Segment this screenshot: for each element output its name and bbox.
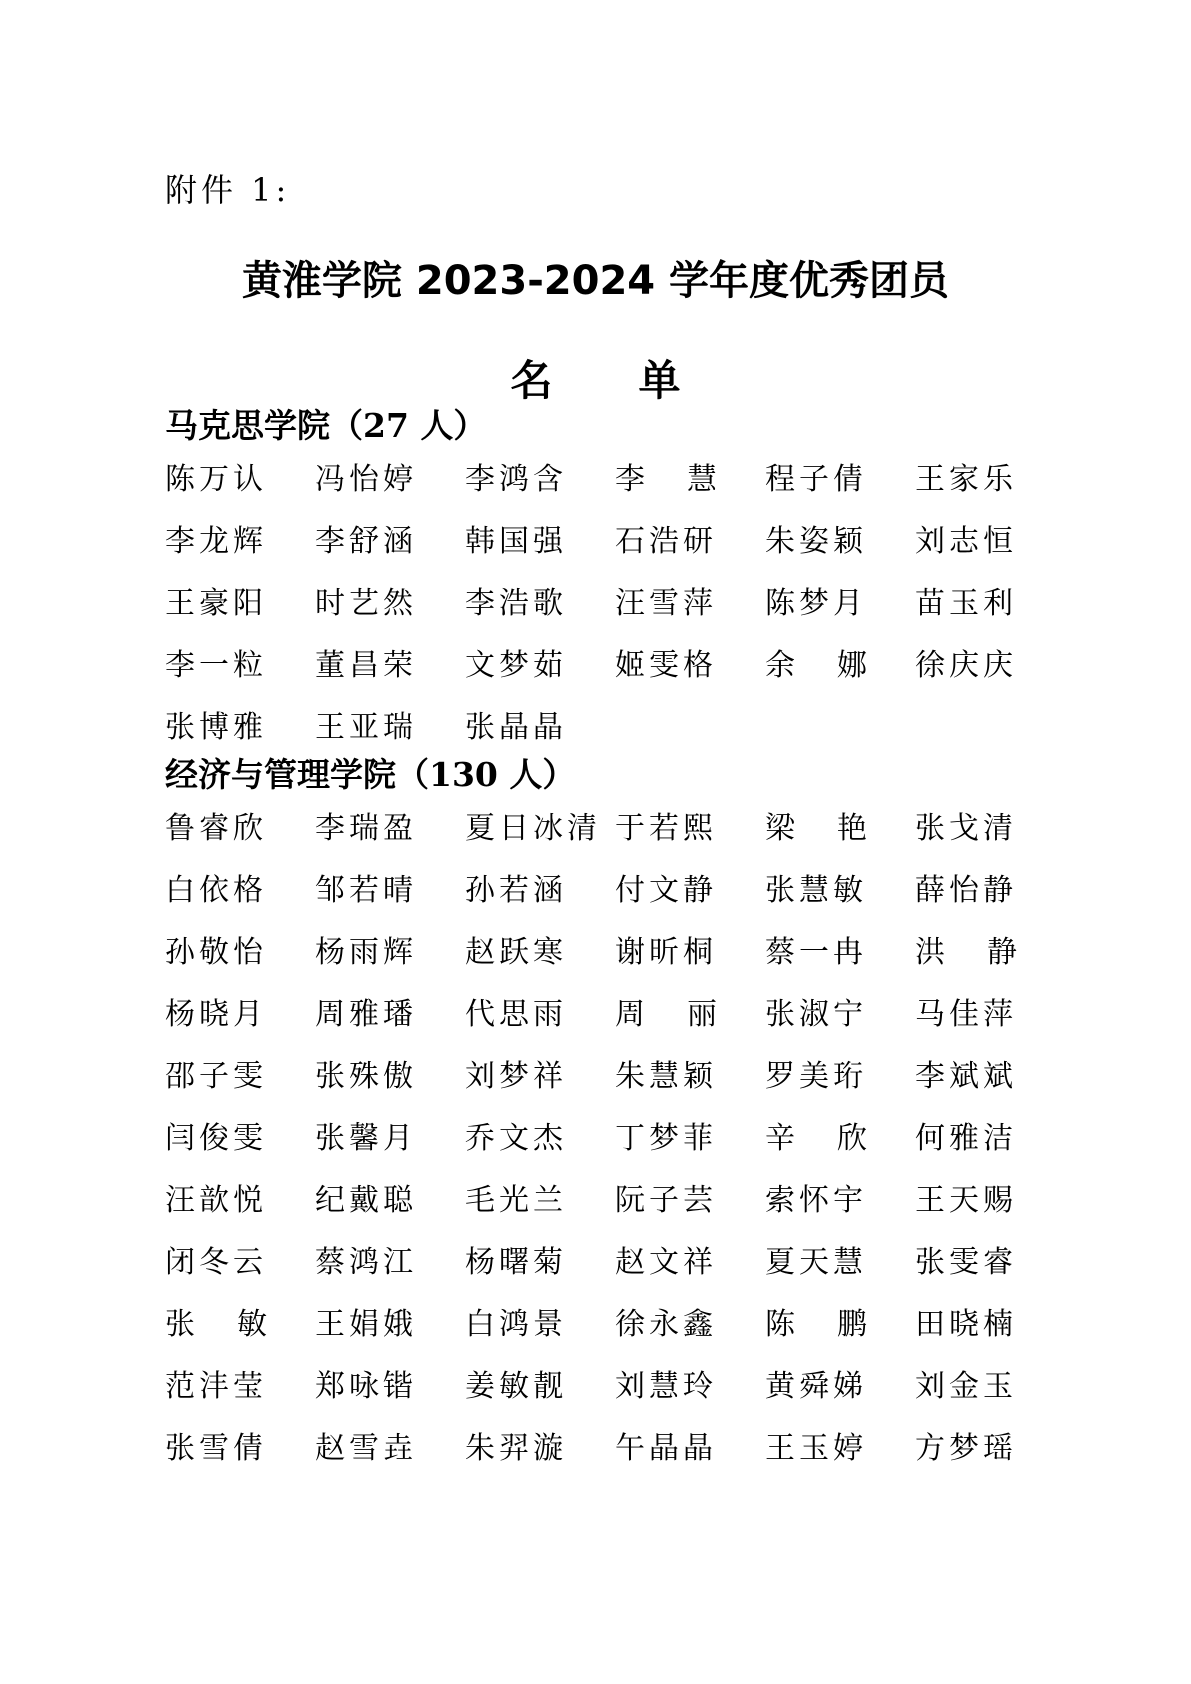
member-name: 文梦茹 [465,648,567,683]
section-heading: 马克思学院（27 人） [165,406,487,445]
member-name: 周丽 [615,997,759,1032]
member-name: 夏天慧 [765,1245,867,1280]
member-name: 邵子雯 [165,1059,267,1094]
attachment-label: 附件 1: [165,171,291,209]
member-name: 何雅洁 [915,1121,1017,1156]
member-name: 田晓楠 [915,1307,1017,1342]
document-title: 黄淮学院 2023-2024 学年度优秀团员 [241,258,950,304]
member-name: 郑咏锴 [315,1369,417,1404]
member-name: 罗美珩 [765,1059,867,1094]
member-name: 徐永鑫 [615,1307,717,1342]
member-name: 程子倩 [765,462,867,497]
member-name: 杨雨辉 [315,935,417,970]
member-name: 毛光兰 [465,1183,567,1218]
member-name: 付文静 [615,873,717,908]
member-name: 代思雨 [465,997,567,1032]
member-name: 乔文杰 [465,1121,567,1156]
member-name: 王家乐 [915,462,1017,497]
member-name: 刘志恒 [915,524,1017,559]
member-name: 谢昕桐 [615,935,717,970]
member-name: 辛欣 [765,1121,909,1156]
member-name: 张淑宁 [765,997,867,1032]
member-name: 白依格 [165,873,267,908]
member-name: 姜敏靓 [465,1369,567,1404]
member-name: 鲁睿欣 [165,811,267,846]
member-name: 杨曙菊 [465,1245,567,1280]
member-name: 张雪倩 [165,1431,267,1466]
member-name: 范沣莹 [165,1369,267,1404]
member-name: 李慧 [615,462,759,497]
member-name: 冯怡婷 [315,462,417,497]
member-name: 丁梦菲 [615,1121,717,1156]
member-name: 李鸿含 [465,462,567,497]
member-name: 董昌荣 [315,648,417,683]
section-economics-management-college [165,752,1065,1480]
name-list [165,798,1065,1480]
member-name: 索怀宇 [765,1183,867,1218]
member-name: 李舒涵 [315,524,417,559]
member-name: 杨晓月 [165,997,267,1032]
member-name: 李一粒 [165,648,267,683]
member-name: 邹若晴 [315,873,417,908]
member-name: 王豪阳 [165,586,267,621]
member-name: 于若熙 [615,811,717,846]
member-name: 赵跃寒 [465,935,567,970]
section-marxism-college [165,403,1065,759]
member-name: 赵雪垚 [315,1431,417,1466]
member-name: 孙敬怡 [165,935,267,970]
member-name: 陈鹏 [765,1307,909,1342]
member-name: 徐庆庆 [915,648,1017,683]
member-name: 孙若涵 [465,873,567,908]
member-name: 汪雪萍 [615,586,717,621]
name-list [165,449,1065,759]
member-name: 刘梦祥 [465,1059,567,1094]
member-name: 黄舜娣 [765,1369,867,1404]
member-name: 张雯睿 [915,1245,1017,1280]
member-name: 张馨月 [315,1121,417,1156]
section-heading: 经济与管理学院（130 人） [165,755,576,794]
member-name: 陈万认 [165,462,267,497]
member-name: 夏日冰清 [465,811,601,846]
member-name: 午晶晶 [615,1431,717,1466]
member-name: 蔡鸿江 [315,1245,417,1280]
member-name: 王玉婷 [765,1431,867,1466]
member-name: 马佳萍 [915,997,1017,1032]
member-name: 韩国强 [465,524,567,559]
member-name: 姬雯格 [615,648,717,683]
member-name: 张晶晶 [465,710,567,745]
member-name: 李斌斌 [915,1059,1017,1094]
member-name: 张慧敏 [765,873,867,908]
document-subtitle: 名单 [510,356,767,405]
member-name: 朱慧颖 [615,1059,717,1094]
member-name: 梁艳 [765,811,909,846]
member-name: 王娟娥 [315,1307,417,1342]
member-name: 张敏 [165,1307,309,1342]
member-name: 刘慧玲 [615,1369,717,1404]
member-name: 蔡一冉 [765,935,867,970]
member-name: 苗玉利 [915,586,1017,621]
member-name: 李龙辉 [165,524,267,559]
member-name: 李瑞盈 [315,811,417,846]
member-name: 王天赐 [915,1183,1017,1218]
member-name: 刘金玉 [915,1369,1017,1404]
member-name: 白鸿景 [465,1307,567,1342]
member-name: 朱羿漩 [465,1431,567,1466]
member-name: 石浩研 [615,524,717,559]
member-name: 阮子芸 [615,1183,717,1218]
member-name: 张戈清 [915,811,1017,846]
member-name: 周雅璠 [315,997,417,1032]
member-name: 闫俊雯 [165,1121,267,1156]
member-name: 张殊傲 [315,1059,417,1094]
member-name: 余娜 [765,648,909,683]
member-name: 闭冬云 [165,1245,267,1280]
member-name: 纪戴聪 [315,1183,417,1218]
member-name: 时艺然 [315,586,417,621]
member-name: 李浩歌 [465,586,567,621]
member-name: 陈梦月 [765,586,867,621]
member-name: 朱姿颖 [765,524,867,559]
member-name: 洪静 [915,935,1059,970]
member-name: 王亚瑞 [315,710,417,745]
member-name: 薛怡静 [915,873,1017,908]
member-name: 方梦瑶 [915,1431,1017,1466]
member-name: 张博雅 [165,710,267,745]
member-name: 赵文祥 [615,1245,717,1280]
member-name: 汪歆悦 [165,1183,267,1218]
